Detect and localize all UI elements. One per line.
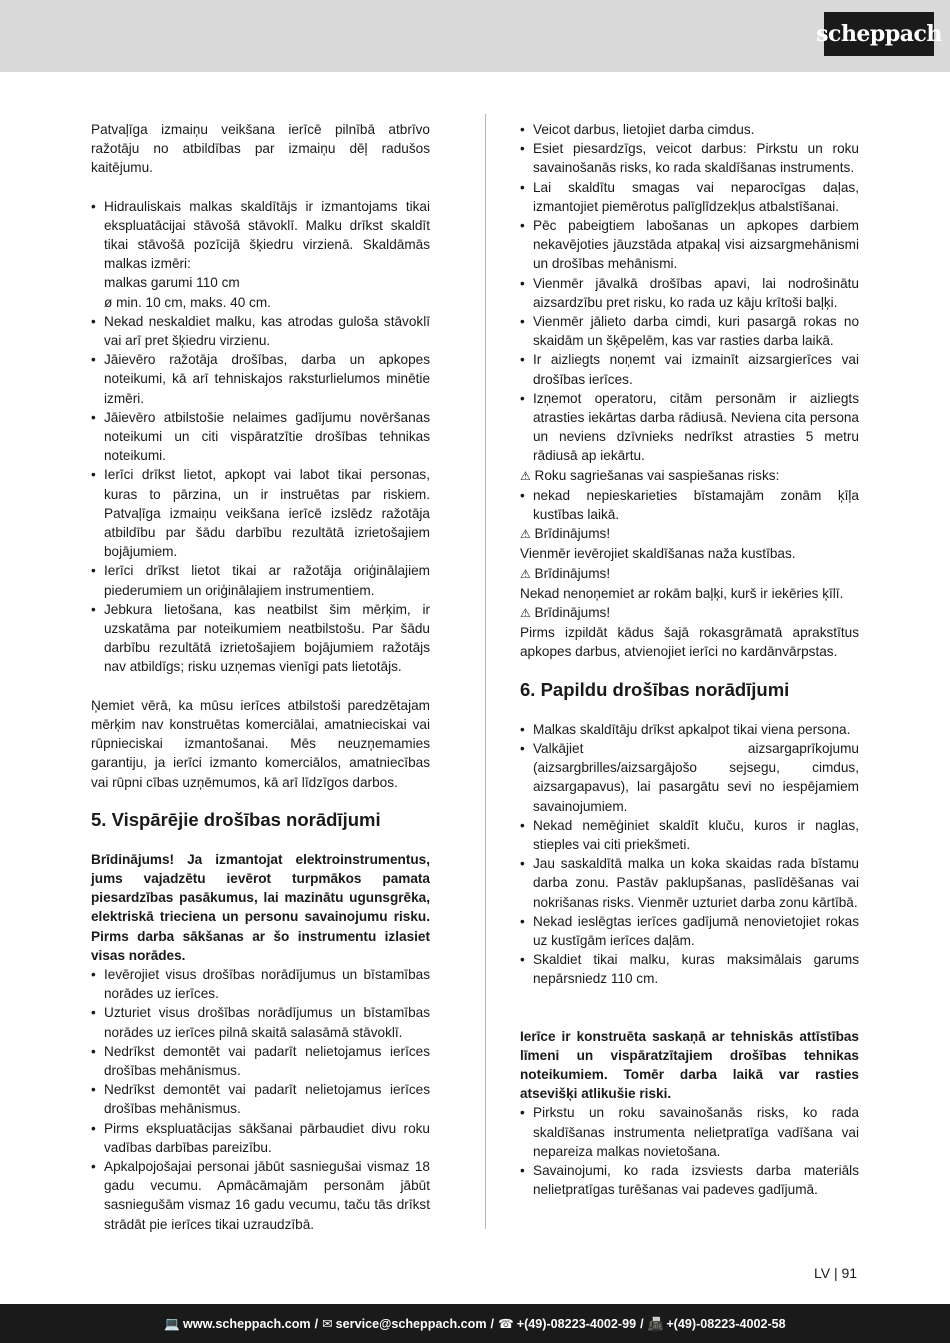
phone-icon: ☎ [498, 1316, 514, 1331]
work-safety-list [520, 120, 859, 466]
list-item: • Jau saskaldītā malka un koka skaidas rada bīstamu darba zonu. Pastāv paklupšanas, paslīdēšanas vai nokrišanas risks. Vienmēr uzturiet darba zonu kārtībā. [520, 854, 859, 912]
list-item: • Nekad nemēģiniet skaldīt kluču, kuros ir naglas, stieples vai citi priekšmeti. [520, 816, 859, 854]
list-item: • Pēc pabeigtiem labošanas un apkopes darbiem nekavējoties jāuzstāda atpakaļ visi aizsargmehānismi un drošības mehānismi. [520, 216, 859, 274]
left-column [91, 120, 430, 1234]
warning-triangle-icon: ⚠ [520, 566, 531, 581]
list-item: • Uzturiet visus drošības norādījumus un bīstamības norādes uz ierīces pilnā skaitā salasāmā stāvoklī. [91, 1003, 430, 1041]
footer-bar [0, 1304, 950, 1343]
usage-list [91, 197, 430, 677]
warning-triangle-icon: ⚠ [520, 468, 531, 483]
mail-icon: ✉ [322, 1316, 333, 1331]
list-item: • Nekad ieslēgtas ierīces gadījumā nenovietojiet rokas uz kustīgām ierīces daļām. [520, 912, 859, 950]
separator: / [314, 1316, 319, 1331]
warning-text: Pirms izpildāt kādus šajā rokasgrāmatā aprakstītus apkopes darbus, atvienojiet ierīci no kardānvārpstas. [520, 625, 859, 660]
column-divider [485, 114, 486, 1229]
warning-text: Vienmēr ievērojiet skaldīšanas naža kustības. [520, 546, 796, 562]
scheppach-logo: scheppach [824, 12, 934, 56]
header-bar [0, 0, 950, 72]
safety-list [91, 965, 430, 1234]
list-item: • Apkalpojošajai personai jābūt sasniegušai vismaz 18 gadu vecumu. Apmācāmajām personām jābūt sasniegušām vismaz 16 gadu vecumu, taču tās drīkst strādāt pie ierīces tikai uzraudzībā. [91, 1157, 430, 1234]
additional-safety-list [520, 720, 859, 989]
risk-list [520, 486, 859, 524]
section-5-title: 5. Vispārējie drošības norādījumi [91, 808, 381, 830]
list-item: • Veicot darbus, lietojiet darba cimdus. [520, 120, 859, 139]
usage-note: Ņemiet vērā, ka mūsu ierīces atbilstoši paredzētajam mērķim nav konstruētas komerciālai, amatnieciskai vai rūpnieciskai izmantošanai. Mēs neuzņemamies garantiju, ja ierīci izmanto komerciālos, amatniecības vai rūpni cības uzņēmumos, kā arī līdzīgos darbos. [91, 697, 430, 790]
list-item: • Esiet piesardzīgs, veicot darbus: Pirkstu un roku savainošanās risks, ko rada skaldīšanas instruments. [520, 139, 859, 177]
list-item: • Ierīci drīkst lietot tikai ar ražotāja oriģinālajiem piederumiem un oriģinālajiem instrumentiem. [91, 561, 430, 599]
phone-number: +(49)-08223-4002-99 [516, 1316, 637, 1331]
list-item: • Nedrīkst demontēt vai padarīt nelietojamus ierīces drošības mehānismus. [91, 1042, 430, 1080]
list-item: • Jebkura lietošana, kas neatbilst šim mērķim, ir uzskatāma par noteikumiem neatbilstošu. Par šādu darbību rezultātā izrietošajiem bojājumiem ražotājs nav atbildīgs; risku uzņemas vienīgi pats lietotājs. [91, 600, 430, 677]
list-item: • Pirms ekspluatācijas sākšanai pārbaudiet divu roku vadības darbības pareizību. [91, 1119, 430, 1157]
list-item: • Malkas skaldītāju drīkst apkalpot tikai viena persona. [520, 720, 859, 739]
computer-icon: 💻 [164, 1315, 180, 1331]
list-item: • Ierīci drīkst lietot, apkopt vai labot tikai personas, kuras to pārzina, un ir instruētas par riskiem. Patvaļīga izmaiņu veikšana ierīcē izslēdz ražotāja atbildību par šādu darbību rezultātā izrietošajiem bojājumiem. [91, 465, 430, 561]
list-item: • Ievērojiet visus drošības norādījumus un bīstamības norādes uz ierīces. [91, 965, 430, 1003]
page-number: LV | 91 [814, 1265, 858, 1281]
list-item: • Nekad neskaldiet malku, kas atrodas guloša stāvoklī vai arī pret šķiedru virzienu. [91, 312, 430, 350]
warning-triangle-icon: ⚠ [520, 606, 531, 621]
residual-risk-note: Ierīce ir konstruēta saskaņā ar tehniskās attīstības līmeni un vispāratzītajiem drošības tehnikas noteikumiem. Tomēr darba laikā var rasties atsevišķi atlikušie riski. [520, 1028, 859, 1102]
risk-warning: ⚠ Roku sagriešanas vai saspiešanas risks: [520, 467, 780, 483]
warning-heading: ⚠ Brīdinājums! [520, 526, 611, 542]
warning-heading: ⚠ Brīdinājums! [520, 565, 611, 581]
list-item: • Ir aizliegts noņemt vai izmainīt aizsargierīces vai drošības ierīces. [520, 350, 859, 388]
list-item: • Vienmēr jāvalkā drošības apavi, lai nodrošinātu aizsardzību pret risku, ko rada uz kāju krītoši baļķi. [520, 274, 859, 312]
warning-text: Nekad nenoņemiet ar rokām baļķi, kurš ir iekēries ķīlī. [520, 585, 844, 601]
separator: / [640, 1316, 644, 1331]
list-item: • Izņemot operatoru, citām personām ir aizliegts atrasties iekārtas darba rādiusā. Neviena cita persona un neviens dzīvnieks nedrīkst atrasties 5 metru rādiusā ap iekārtu. [520, 389, 859, 466]
fax-number: +(49)-08223-4002-58 [666, 1316, 786, 1331]
list-item: • Jāievēro atbilstošie nelaimes gadījumu novēršanas noteikumi un citi vispāratzītie drošības tehnikas noteikumi. [91, 408, 430, 466]
list-item: • Lai skaldītu smagas vai neparocīgas daļas, izmantojiet piemērotus palīglīdzekļus atbalstīšanai. [520, 178, 859, 216]
residual-risk-list [520, 1103, 859, 1199]
email-link[interactable]: service@scheppach.com [335, 1316, 487, 1331]
list-item: • Jāievēro ražotāja drošības, darba un apkopes noteikumi, kā arī tehniskajos raksturlielumos minētie izmēri. [91, 350, 430, 408]
list-item: • Savainojumi, ko rada izsviests darba materiāls nelietpratīgas turēšanas vai padeves gadījumā. [520, 1161, 859, 1199]
section-6-title: 6. Papildu drošības norādījumi [520, 678, 790, 700]
right-column [520, 120, 859, 1199]
list-item: • Skaldiet tikai malku, kuras maksimālais garums nepārsniedz 110 cm. [520, 950, 859, 988]
website-link[interactable]: www.scheppach.com [182, 1316, 311, 1331]
separator: / [490, 1316, 495, 1331]
fax-icon: 📠 [647, 1315, 664, 1331]
warning-heading: ⚠ Brīdinājums! [520, 605, 611, 621]
warning-triangle-icon: ⚠ [520, 527, 531, 542]
list-item: • Vienmēr jālieto darba cimdi, kuri pasargā rokas no skaidām un šķēpelēm, kas var rasties darba laikā. [520, 312, 859, 350]
list-item: • Hidrauliskais malkas skaldītājs ir izmantojams tikai ekspluatācijai stāvošā stāvoklī. Malku drīkst skaldīt tikai stāvošā pozīcijā šķiedru virzienā. Skaldāmās malkas izmēri: malkas garumi 110 cm ø min. 10 cm, maks. 40 cm. [91, 197, 430, 312]
list-item: • Pirkstu un roku savainošanās risks, ko rada skaldīšanas instrumenta nelietpratīga vadīšana vai nepareiza malkas novietošana. [520, 1103, 859, 1161]
list-item: • Valkājiet aizsargaprīkojumu (aizsargbrilles/aizsargājošo sejsegu, cimdus, aizsargapavus), lai pasargātu sevi no iespējamiem savainojumiem. [520, 739, 859, 816]
general-warning: Brīdinājums! Ja izmantojat elektroinstrumentus, jums vajadzētu ievērot turpmākos pamata piesardzības pasākumus, lai mazinātu ugunsgrēka, elektriskā trieciena un personu savainojumu risku. Pirms darba sākšanas ar šo instrumentu izlasiet visas norādes. [91, 851, 430, 963]
list-item: • Nedrīkst demontēt vai padarīt nelietojamus ierīces drošības mehānismus. [91, 1080, 430, 1118]
intro-paragraph: Patvaļīga izmaiņu veikšana ierīcē pilnībā atbrīvo ražotāju no atbildības par izmaiņu dēļ radušos kaitējumu. [91, 122, 430, 176]
list-item: • nekad nepieskarieties bīstamajām zonām ķīļa kustības laikā. [520, 486, 859, 524]
